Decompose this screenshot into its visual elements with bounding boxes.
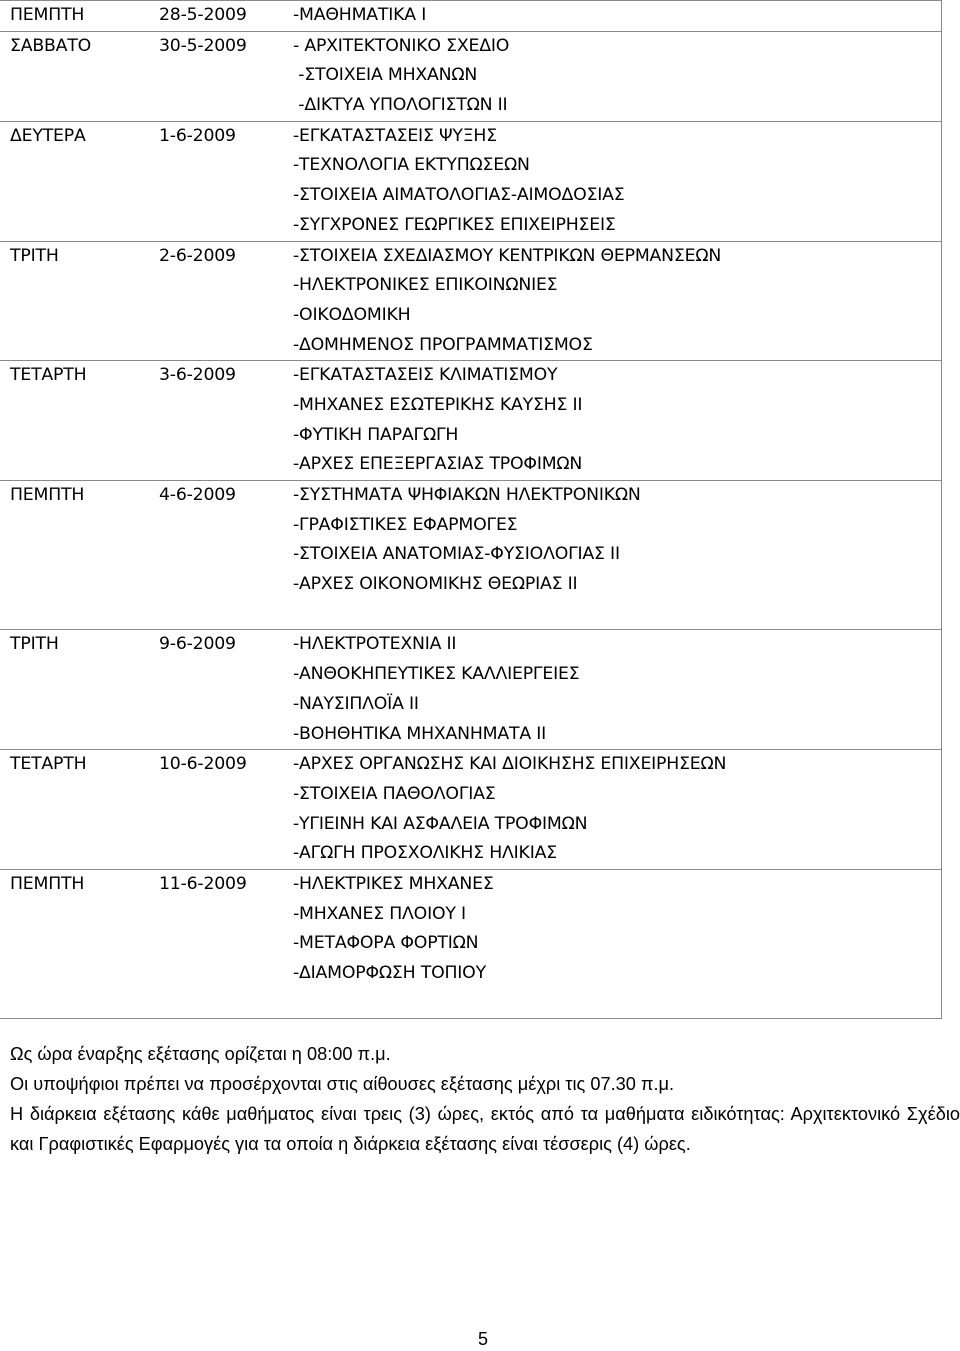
blank-row [0, 989, 941, 1019]
exam-subject: -ΕΓΚΑΤΑΣΤΑΣΕΙΣ ΚΛΙΜΑΤΙΣΜΟΥ [293, 365, 558, 386]
exam-day: ΠΕΜΠΤΗ [10, 485, 85, 505]
exam-subject: -ΔΟΜΗΜΕΝΟΣ ΠΡΟΓΡΑΜΜΑΤΙΣΜΟΣ [293, 334, 593, 355]
schedule-row [0, 720, 941, 750]
schedule-row [0, 810, 941, 840]
schedule-row [0, 959, 941, 989]
schedule-day-block [0, 481, 941, 630]
schedule-row [0, 481, 941, 511]
exam-subject: -ΜΗΧΑΝΕΣ ΕΣΩΤΕΡΙΚΗΣ ΚΑΥΣΗΣ ΙΙ [293, 394, 583, 415]
exam-subject: -ΝΑΥΣΙΠΛΟΪΑ ΙΙ [293, 693, 419, 714]
schedule-row [0, 421, 941, 451]
exam-subject: -ΒΟΗΘΗΤΙΚΑ ΜΗΧΑΝΗΜΑΤΑ ΙΙ [293, 723, 547, 744]
exam-subject: -ΣΤΟΙΧΕΙΑ ΜΗΧΑΝΩΝ [293, 65, 478, 86]
schedule-row [0, 511, 941, 541]
exam-day: ΤΕΤΑΡΤΗ [10, 754, 87, 775]
exam-subject: -ΜΑΘΗΜΑΤΙΚΑ Ι [293, 5, 427, 25]
schedule-row [0, 361, 941, 391]
exam-date: 11-6-2009 [159, 873, 247, 894]
exam-subject: -ΑΡΧΕΣ ΟΙΚΟΝΟΜΙΚΗΣ ΘΕΩΡΙΑΣ ΙΙ [293, 574, 578, 595]
exam-subject: -ΗΛΕΚΤΡΟΝΙΚΕΣ ΕΠΙΚΟΙΝΩΝΙΕΣ [293, 275, 558, 296]
exam-subject: -ΣΥΣΤΗΜΑΤΑ ΨΗΦΙΑΚΩΝ ΗΛΕΚΤΡΟΝΙΚΩΝ [293, 485, 641, 505]
exam-subject: -ΣΤΟΙΧΕΙΑ ΑΙΜΑΤΟΛΟΓΙΑΣ-ΑΙΜΟΔΟΣΙΑΣ [293, 185, 625, 206]
schedule-day-block [0, 870, 941, 1019]
schedule-row [0, 690, 941, 720]
exam-subject: -ΑΡΧΕΣ ΟΡΓΑΝΩΣΗΣ ΚΑΙ ΔΙΟΙΚΗΣΗΣ ΕΠΙΧΕΙΡΗΣΕΩΝ [293, 754, 727, 775]
exam-subject: -ΗΛΕΚΤΡΙΚΕΣ ΜΗΧΑΝΕΣ [293, 873, 494, 894]
schedule-row [0, 181, 941, 211]
schedule-day-block [0, 122, 941, 242]
page-number: 5 [478, 1329, 489, 1349]
schedule-row [0, 61, 941, 91]
exam-subject: -ΣΤΟΙΧΕΙΑ ΑΝΑΤΟΜΙΑΣ-ΦΥΣΙΟΛΟΓΙΑΣ ΙΙ [293, 544, 620, 565]
exam-day: ΠΕΜΠΤΗ [10, 873, 85, 894]
exam-date: 9-6-2009 [159, 634, 236, 655]
exam-subject: -ΜΗΧΑΝΕΣ ΠΛΟΙΟΥ Ι [293, 903, 466, 924]
schedule-row [0, 151, 941, 181]
schedule-row [0, 750, 941, 780]
schedule-day-block [0, 32, 941, 122]
schedule-row [0, 660, 941, 690]
schedule-row [0, 570, 941, 600]
schedule-row [0, 391, 941, 421]
blank-row [0, 600, 941, 630]
exam-date: 28-5-2009 [159, 5, 247, 25]
exam-day: ΔΕΥΤΕΡΑ [10, 125, 86, 146]
schedule-day-block [0, 361, 941, 481]
arrival-note: Οι υποψήφιοι πρέπει να προσέρχονται στις αίθουσες εξέτασης μέχρι τις 07.30 π.μ. [10, 1074, 675, 1094]
exam-date: 30-5-2009 [159, 35, 247, 56]
schedule-row [0, 91, 941, 121]
exam-day: ΣΑΒΒΑΤΟ [10, 35, 92, 56]
exam-subject: -ΣΤΟΙΧΕΙΑ ΠΑΘΟΛΟΓΙΑΣ [293, 783, 496, 804]
exam-date: 10-6-2009 [159, 754, 247, 775]
schedule-row [0, 839, 941, 869]
exam-date: 2-6-2009 [159, 245, 236, 266]
exam-subject: -ΑΓΩΓΗ ΠΡΟΣΧΟΛΙΚΗΣ ΗΛΙΚΙΑΣ [293, 843, 557, 864]
exam-day: ΤΡΙΤΗ [10, 634, 59, 655]
exam-subject: -ΔΙΑΜΟΡΦΩΣΗ ΤΟΠΙΟΥ [293, 963, 486, 983]
exam-date: 4-6-2009 [159, 485, 236, 505]
schedule-day-block [0, 1, 941, 32]
schedule-row [0, 1, 941, 31]
exam-subject: -ΟΙΚΟΔΟΜΙΚΗ [293, 304, 411, 325]
schedule-row [0, 870, 941, 900]
schedule-row [0, 211, 941, 241]
exam-day: ΠΕΜΠΤΗ [10, 5, 85, 25]
exam-subject: -ΕΓΚΑΤΑΣΤΑΣΕΙΣ ΨΥΞΗΣ [293, 125, 497, 146]
exam-date: 3-6-2009 [159, 365, 236, 386]
schedule-row [0, 301, 941, 331]
schedule-day-block [0, 750, 941, 870]
schedule-row [0, 122, 941, 152]
exam-subject: -ΔΙΚΤΥΑ ΥΠΟΛΟΓΙΣΤΩΝ ΙΙ [293, 95, 508, 116]
schedule-day-block [0, 242, 941, 362]
exam-subject: -ΓΡΑΦΙΣΤΙΚΕΣ ΕΦΑΡΜΟΓΕΣ [293, 514, 518, 535]
schedule-row [0, 780, 941, 810]
exam-subject: -ΣΥΓΧΡΟΝΕΣ ΓΕΩΡΓΙΚΕΣ ΕΠΙΧΕΙΡΗΣΕΙΣ [293, 214, 616, 235]
schedule-row [0, 450, 941, 480]
start-time-note: Ως ώρα έναρξης εξέτασης ορίζεται η 08:00 π.μ. [10, 1044, 391, 1064]
exam-subject: -ΑΝΘΟΚΗΠΕΥΤΙΚΕΣ ΚΑΛΛΙΕΡΓΕΙΕΣ [293, 664, 580, 685]
exam-subject: -ΑΡΧΕΣ ΕΠΕΞΕΡΓΑΣΙΑΣ ΤΡΟΦΙΜΩΝ [293, 454, 583, 475]
exam-subject: -ΗΛΕΚΤΡΟΤΕΧΝΙΑ ΙΙ [293, 634, 457, 655]
exam-subject: -ΜΕΤΑΦΟΡΑ ΦΟΡΤΙΩΝ [293, 933, 479, 954]
exam-subject: -ΥΓΙΕΙΝΗ ΚΑΙ ΑΣΦΑΛΕΙΑ ΤΡΟΦΙΜΩΝ [293, 813, 588, 834]
schedule-row [0, 900, 941, 930]
exam-notes [10, 1039, 960, 1159]
schedule-row [0, 630, 941, 660]
schedule-row [0, 242, 941, 272]
exam-subject: -ΤΕΧΝΟΛΟΓΙΑ ΕΚΤΥΠΩΣΕΩΝ [293, 155, 530, 176]
exam-day: ΤΕΤΑΡΤΗ [10, 365, 87, 386]
duration-note: Η διάρκεια εξέτασης κάθε μαθήματος είναι τρεις (3) ώρες, εκτός από τα μαθήματα ειδικότητας: Αρχιτεκτονικό Σχέδιο και Γραφιστικές Εφαρμογές για τα οποία η διάρκεια εξέτασης είναι τέσσερις (4) ώρες. [10, 1104, 960, 1154]
schedule-row [0, 271, 941, 301]
schedule-row [0, 331, 941, 361]
exam-date: 1-6-2009 [159, 125, 236, 146]
schedule-row [0, 32, 941, 62]
exam-day: ΤΡΙΤΗ [10, 245, 59, 266]
exam-subject: -ΣΤΟΙΧΕΙΑ ΣΧΕΔΙΑΣΜΟΥ ΚΕΝΤΡΙΚΩΝ ΘΕΡΜΑΝΣΕΩΝ [293, 245, 722, 266]
schedule-row [0, 540, 941, 570]
exam-subject: -ΦΥΤΙΚΗ ΠΑΡΑΓΩΓΗ [293, 424, 459, 445]
schedule-day-block [0, 630, 941, 750]
schedule-row [0, 929, 941, 959]
exam-subject: - ΑΡΧΙΤΕΚΤΟΝΙΚΟ ΣΧΕΔΙΟ [293, 35, 510, 56]
